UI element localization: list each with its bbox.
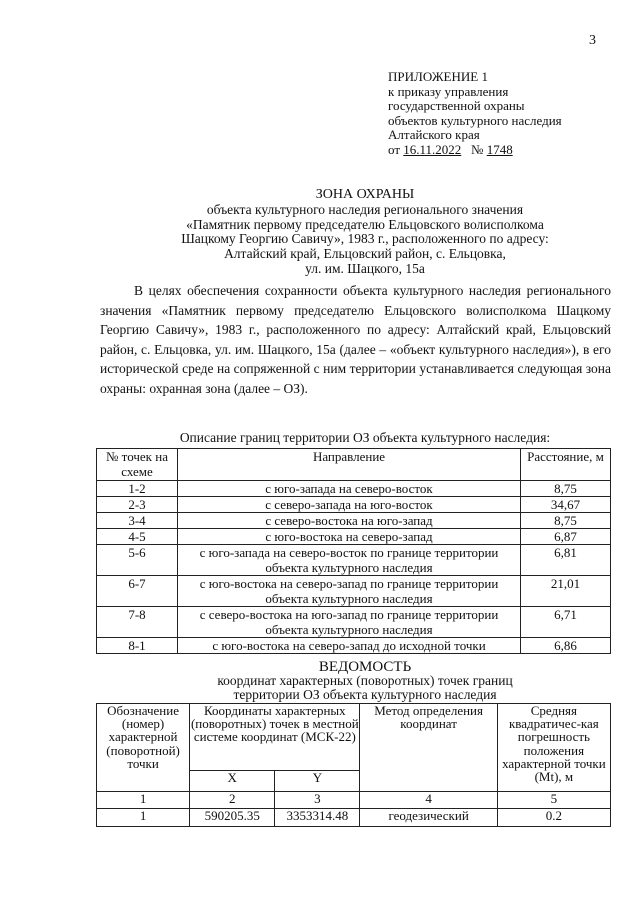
cell-distance: 8,75 — [521, 481, 611, 497]
appendix-line: государственной охраны — [388, 98, 525, 113]
appendix-line: Алтайского края — [388, 127, 480, 142]
number-prefix: № — [471, 141, 484, 157]
cell-direction: с юго-запада на северо-восток по границе территории объекта культурного наследия — [178, 545, 521, 576]
appendix-line: объектов культурного наследия — [388, 112, 562, 128]
appendix-date-line — [388, 143, 562, 158]
heading-line: «Памятник первому председателю Ельцовского волисполкома — [186, 216, 544, 232]
cell-method: геодезический — [360, 809, 497, 827]
table-row — [97, 513, 611, 529]
coordinates-table — [96, 703, 611, 827]
cell-points: 5-6 — [97, 545, 178, 576]
table-row — [97, 607, 611, 638]
zone-title: ЗОНА ОХРАНЫ — [315, 187, 415, 202]
table-header-row — [97, 449, 611, 481]
heading-line: Шацкому Георгию Савичу», 1983 г., расположенного по адресу: — [181, 231, 549, 247]
cell-points: 7-8 — [97, 607, 178, 638]
cell-distance: 8,75 — [521, 513, 611, 529]
cell-direction: с юго-запада на северо-восток — [178, 481, 521, 497]
heading-line: Алтайский край, Ельцовский район, с. Ельцовка, — [224, 246, 506, 262]
table-row — [97, 529, 611, 545]
cell-direction: с юго-востока на северо-запад по границе территории объекта культурного наследия — [178, 576, 521, 607]
cell-direction: с юго-востока на северо-запад — [178, 529, 521, 545]
appendix-block — [388, 70, 562, 157]
table-row — [97, 809, 611, 827]
header-y: Y — [275, 771, 360, 792]
boundary-table — [96, 448, 611, 654]
cell-distance: 34,67 — [521, 497, 611, 513]
vedomost-line: координат характерных (поворотных) точек границ — [217, 673, 513, 688]
cell-points: 6-7 — [97, 576, 178, 607]
cell-y: 3353314.48 — [275, 809, 360, 827]
cell-point: 1 — [97, 809, 190, 827]
cell-points: 3-4 — [97, 513, 178, 529]
header-x: X — [190, 771, 275, 792]
cell-direction: с юго-востока на северо-запад до исходной точки — [178, 638, 521, 654]
cell-distance: 6,81 — [521, 545, 611, 576]
header-coordinates: Координаты характерных (поворотных) точек в местной системе координат (МСК-22) — [190, 704, 360, 771]
header-error: Средняя квадратичес-кая погрешность положения характерной точки (Mt), м — [497, 704, 610, 792]
header-distance: Расстояние, м — [521, 449, 611, 481]
body-paragraph: В целях обеспечения сохранности объекта культурного наследия регионального значения «Памятник первому председателю Ельцовского волисполкома Шацкому Георгию Савичу», 1983 г., расположенного по адресу: Алтайский край, Ельцовский район, с. Ельцовка, ул. им. Шацкого, 15а (далее – «объект культурного наследия»), в его исторической среде на сопряженной с ним территории устанавливается следующая зона охраны: охранная зона (далее – ОЗ). — [100, 283, 611, 396]
cell-distance: 6,86 — [521, 638, 611, 654]
vedomost-title: ВЕДОМОСТЬ — [318, 659, 412, 675]
col-number: 1 — [97, 792, 190, 809]
order-date: 16.11.2022 — [403, 141, 462, 157]
heading-line: объекта культурного наследия регионального значения — [206, 201, 524, 217]
header-designation: Обозначение (номер) характерной (поворотной) точки — [97, 704, 190, 792]
vedomost-line: территории ОЗ объекта культурного наследия — [233, 687, 497, 702]
header-direction: Направление — [178, 449, 521, 481]
page-number: 3 — [589, 33, 596, 48]
heading-line: ул. им. Шацкого, 15а — [305, 260, 425, 276]
cell-x: 590205.35 — [190, 809, 275, 827]
cell-points: 1-2 — [97, 481, 178, 497]
table-row — [97, 481, 611, 497]
vedomost-heading — [100, 660, 630, 702]
cell-distance: 6,71 — [521, 607, 611, 638]
cell-points: 2-3 — [97, 497, 178, 513]
appendix-line: к приказу управления — [388, 83, 509, 99]
cell-points: 8-1 — [97, 638, 178, 654]
table-row — [97, 638, 611, 654]
header-points: № точек на схеме — [97, 449, 178, 481]
table-row — [97, 545, 611, 576]
table1-caption: Описание границ территории ОЗ объекта культурного наследия: — [179, 430, 551, 445]
cell-error: 0.2 — [497, 809, 610, 827]
cell-distance: 6,87 — [521, 529, 611, 545]
cell-points: 4-5 — [97, 529, 178, 545]
cell-direction: с северо-востока на юго-запад — [178, 513, 521, 529]
cell-distance: 21,01 — [521, 576, 611, 607]
heading-block — [100, 188, 630, 277]
col-number: 3 — [275, 792, 360, 809]
cell-direction: с северо-востока на юго-запад по границе территории объекта культурного наследия — [178, 607, 521, 638]
header-method: Метод определения координат — [360, 704, 497, 792]
cell-direction: с северо-запада на юго-восток — [178, 497, 521, 513]
table-row — [97, 792, 611, 809]
table-row — [97, 497, 611, 513]
col-number: 5 — [497, 792, 610, 809]
col-number: 4 — [360, 792, 497, 809]
order-number: 1748 — [486, 141, 513, 157]
col-number: 2 — [190, 792, 275, 809]
appendix-title: ПРИЛОЖЕНИЕ 1 — [388, 69, 488, 84]
table-header-row — [97, 704, 611, 771]
table-row — [97, 576, 611, 607]
date-prefix: от — [388, 141, 401, 157]
